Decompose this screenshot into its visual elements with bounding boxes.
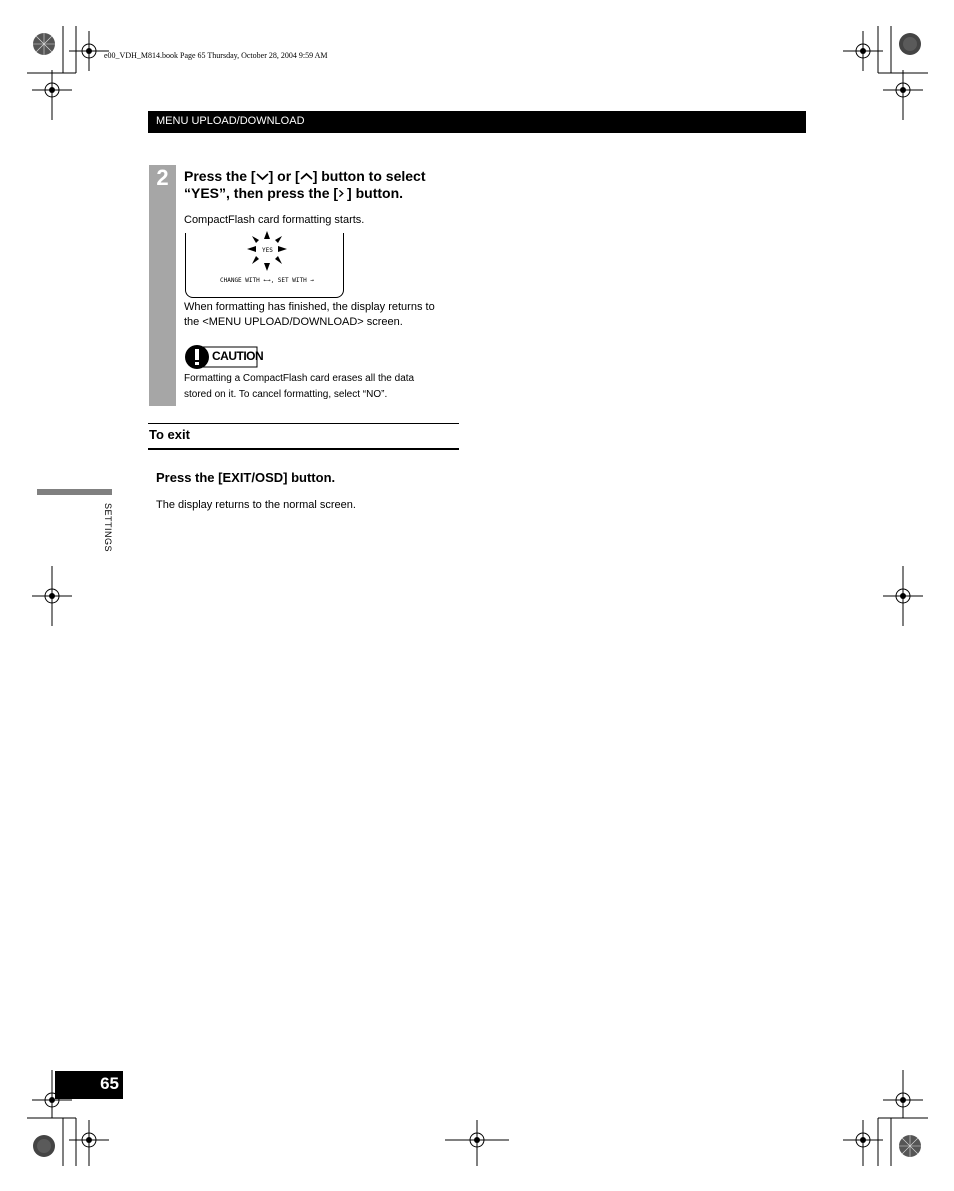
step-text-part: ] or [: [268, 168, 300, 184]
step-bar: [149, 165, 176, 406]
color-target-icon: [32, 32, 56, 56]
color-target-icon: [32, 1134, 56, 1158]
header-bar: [148, 111, 806, 133]
registration-mark-icon: [445, 1120, 509, 1170]
step-text-part: “YES”, then press the [: [184, 185, 339, 201]
caution-line: Formatting a CompactFlash card erases all the data: [184, 373, 415, 384]
color-target-icon: [898, 1134, 922, 1158]
color-target-icon: [898, 32, 922, 56]
exit-instruction: Press the [EXIT/OSD] button.: [156, 470, 336, 485]
section-title: To exit: [149, 427, 190, 442]
page-number: 65: [100, 1074, 119, 1093]
osd-screen: [185, 233, 344, 298]
format-start-note: CompactFlash card formatting starts.: [184, 214, 365, 226]
header-title: MENU UPLOAD/DOWNLOAD: [156, 115, 305, 127]
step-number: 2: [156, 165, 169, 190]
format-finish-note: [184, 300, 435, 330]
section-divider: [148, 448, 459, 450]
exit-note: The display returns to the normal screen.: [156, 499, 356, 511]
step-instruction: [184, 168, 464, 202]
caution-label: CAUTION: [212, 349, 264, 363]
osd-footer: CHANGE WITH ←→, SET WITH →: [220, 277, 314, 284]
side-tab-bar: [37, 489, 112, 495]
registration-mark-icon: [32, 566, 72, 626]
registration-mark-icon: [883, 1070, 923, 1130]
section-divider: [148, 423, 459, 424]
note-line: When formatting has finished, the display returns to: [184, 301, 435, 313]
right-arrow-icon: [338, 188, 347, 199]
step-text-part: ] button.: [347, 185, 404, 201]
registration-mark-icon: [843, 31, 883, 71]
book-info: e00_VDH_M814.book Page 65 Thursday, October 28, 2004 9:59 AM: [104, 51, 328, 60]
registration-mark-icon: [843, 1120, 883, 1170]
registration-mark-icon: [69, 1120, 109, 1170]
registration-mark-icon: [32, 70, 72, 110]
side-tab-label: SETTINGS: [103, 503, 113, 553]
registration-mark-icon: [69, 31, 109, 71]
osd-yes-label: YES: [262, 247, 273, 254]
caution-text: [184, 371, 414, 403]
page-number-box: [55, 1071, 123, 1099]
registration-mark-icon: [883, 70, 923, 110]
down-arrow-icon: [256, 171, 269, 182]
caution-line: stored on it. To cancel formatting, select “NO”.: [184, 389, 388, 400]
note-line: the <MENU UPLOAD/DOWNLOAD> screen.: [184, 316, 403, 328]
step-text-part: ] button to select: [312, 168, 426, 184]
registration-mark-icon: [883, 566, 923, 626]
step-text-part: Press the [: [184, 168, 256, 184]
up-arrow-icon: [300, 171, 313, 182]
caution-badge: [184, 344, 264, 370]
